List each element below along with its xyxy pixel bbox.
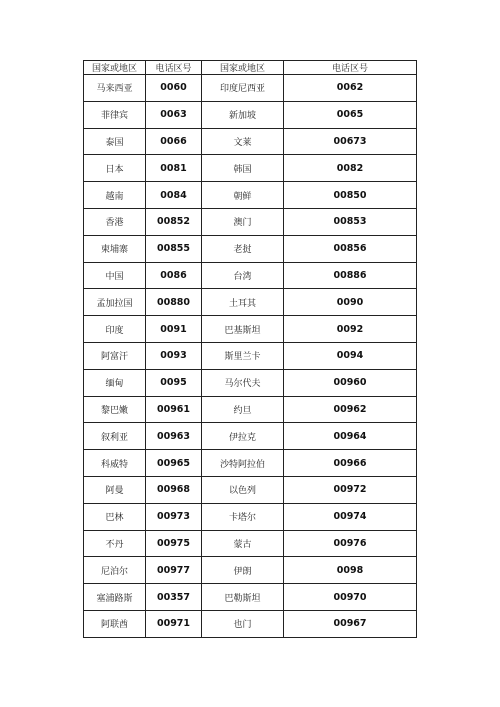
dialing-code-cell: 0082 — [284, 155, 417, 182]
region-name-cell: 马来西亚 — [84, 75, 146, 102]
region-name-cell: 澳门 — [202, 208, 284, 235]
region-name-cell: 黎巴嫩 — [84, 396, 146, 423]
dialing-codes-table — [83, 60, 417, 638]
dialing-code-cell: 00966 — [284, 450, 417, 477]
header-region-2: 国家或地区 — [202, 61, 284, 75]
region-name-cell: 科威特 — [84, 450, 146, 477]
dialing-code-cell: 0081 — [146, 155, 202, 182]
dialing-code-cell: 00855 — [146, 235, 202, 262]
table-row — [84, 316, 417, 343]
region-name-cell: 巴基斯坦 — [202, 316, 284, 343]
dialing-code-cell: 0093 — [146, 342, 202, 369]
region-name-cell: 越南 — [84, 182, 146, 209]
header-region-1: 国家或地区 — [84, 61, 146, 75]
region-name-cell: 缅甸 — [84, 369, 146, 396]
dialing-code-cell: 0086 — [146, 262, 202, 289]
table-row — [84, 128, 417, 155]
table-row — [84, 289, 417, 316]
dialing-code-cell: 0062 — [284, 75, 417, 102]
region-name-cell: 不丹 — [84, 530, 146, 557]
region-name-cell: 孟加拉国 — [84, 289, 146, 316]
region-name-cell: 朝鲜 — [202, 182, 284, 209]
region-name-cell: 蒙古 — [202, 530, 284, 557]
region-name-cell: 泰国 — [84, 128, 146, 155]
dialing-code-cell: 0091 — [146, 316, 202, 343]
region-name-cell: 也门 — [202, 610, 284, 637]
table-row — [84, 235, 417, 262]
dialing-code-cell: 00964 — [284, 423, 417, 450]
dialing-code-cell: 00975 — [146, 530, 202, 557]
region-name-cell: 叙利亚 — [84, 423, 146, 450]
dialing-code-cell: 00976 — [284, 530, 417, 557]
dialing-code-cell: 0084 — [146, 182, 202, 209]
dialing-code-cell: 00850 — [284, 182, 417, 209]
table-row — [84, 342, 417, 369]
table-row — [84, 476, 417, 503]
region-name-cell: 新加坡 — [202, 101, 284, 128]
dialing-code-cell: 00974 — [284, 503, 417, 530]
region-name-cell: 阿富汗 — [84, 342, 146, 369]
table-row — [84, 530, 417, 557]
table-row — [84, 557, 417, 584]
dialing-code-cell: 0065 — [284, 101, 417, 128]
table-row — [84, 262, 417, 289]
dialing-code-cell: 00967 — [284, 610, 417, 637]
dialing-code-cell: 00963 — [146, 423, 202, 450]
dialing-code-cell: 0090 — [284, 289, 417, 316]
region-name-cell: 阿联酋 — [84, 610, 146, 637]
region-name-cell: 伊拉克 — [202, 423, 284, 450]
dialing-code-cell: 0066 — [146, 128, 202, 155]
dialing-code-cell: 00973 — [146, 503, 202, 530]
dialing-code-cell: 00968 — [146, 476, 202, 503]
dialing-code-cell: 00970 — [284, 584, 417, 611]
region-name-cell: 伊朗 — [202, 557, 284, 584]
dialing-code-cell: 00880 — [146, 289, 202, 316]
dialing-code-cell: 00673 — [284, 128, 417, 155]
table-header-row — [84, 61, 417, 75]
region-name-cell: 巴勒斯坦 — [202, 584, 284, 611]
region-name-cell: 以色列 — [202, 476, 284, 503]
region-name-cell: 印度尼西亚 — [202, 75, 284, 102]
region-name-cell: 巴林 — [84, 503, 146, 530]
dialing-code-cell: 0092 — [284, 316, 417, 343]
table-row — [84, 396, 417, 423]
dialing-code-cell: 00965 — [146, 450, 202, 477]
region-name-cell: 柬埔寨 — [84, 235, 146, 262]
dialing-code-cell: 00972 — [284, 476, 417, 503]
region-name-cell: 菲律宾 — [84, 101, 146, 128]
table-row — [84, 423, 417, 450]
dialing-code-cell: 00357 — [146, 584, 202, 611]
table-row — [84, 182, 417, 209]
table-body — [84, 75, 417, 638]
dialing-code-cell: 00886 — [284, 262, 417, 289]
region-name-cell: 塞浦路斯 — [84, 584, 146, 611]
table-row — [84, 75, 417, 102]
table-row — [84, 369, 417, 396]
dialing-code-cell: 00960 — [284, 369, 417, 396]
dialing-code-cell: 0094 — [284, 342, 417, 369]
dialing-code-cell: 00977 — [146, 557, 202, 584]
table-row — [84, 610, 417, 637]
dialing-code-cell: 00961 — [146, 396, 202, 423]
table-row — [84, 208, 417, 235]
region-name-cell: 印度 — [84, 316, 146, 343]
region-name-cell: 沙特阿拉伯 — [202, 450, 284, 477]
region-name-cell: 土耳其 — [202, 289, 284, 316]
region-name-cell: 文莱 — [202, 128, 284, 155]
header-code-1: 电话区号 — [146, 61, 202, 75]
region-name-cell: 香港 — [84, 208, 146, 235]
region-name-cell: 约旦 — [202, 396, 284, 423]
region-name-cell: 马尔代夫 — [202, 369, 284, 396]
dialing-code-cell: 0063 — [146, 101, 202, 128]
table-row — [84, 503, 417, 530]
dialing-code-cell: 0060 — [146, 75, 202, 102]
table-row — [84, 450, 417, 477]
region-name-cell: 卡塔尔 — [202, 503, 284, 530]
header-code-2: 电话区号 — [284, 61, 417, 75]
region-name-cell: 日本 — [84, 155, 146, 182]
dialing-code-cell: 00852 — [146, 208, 202, 235]
table-row — [84, 155, 417, 182]
region-name-cell: 台湾 — [202, 262, 284, 289]
table-row — [84, 584, 417, 611]
region-name-cell: 阿曼 — [84, 476, 146, 503]
region-name-cell: 中国 — [84, 262, 146, 289]
dialing-code-cell: 00856 — [284, 235, 417, 262]
region-name-cell: 老挝 — [202, 235, 284, 262]
dialing-code-cell: 0098 — [284, 557, 417, 584]
dialing-code-cell: 00962 — [284, 396, 417, 423]
dialing-code-cell: 00853 — [284, 208, 417, 235]
region-name-cell: 尼泊尔 — [84, 557, 146, 584]
dialing-code-cell: 00971 — [146, 610, 202, 637]
dialing-code-cell: 0095 — [146, 369, 202, 396]
region-name-cell: 斯里兰卡 — [202, 342, 284, 369]
region-name-cell: 韩国 — [202, 155, 284, 182]
table-row — [84, 101, 417, 128]
